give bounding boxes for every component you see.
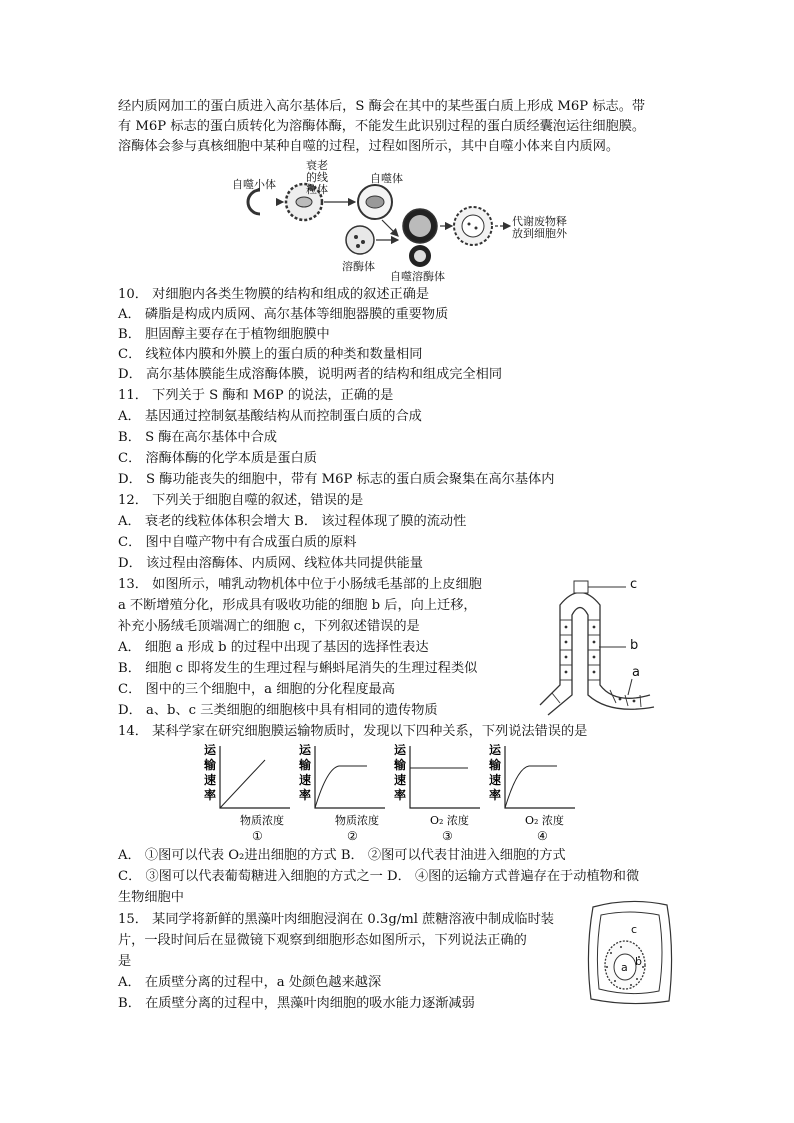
q12-option-c: C． 图中自噬产物中有合成蛋白质的原料 bbox=[118, 535, 357, 550]
graph-ylabel-char: 输 bbox=[204, 758, 217, 772]
q11-option-a: A． 基因通过控制氨基酸结构从而控制蛋白质的合成 bbox=[118, 409, 422, 424]
graph-curve bbox=[505, 766, 557, 808]
q10-stem: 10． 对细胞内各类生物膜的结构和组成的叙述正确是 bbox=[118, 287, 430, 302]
graph-number: ③ bbox=[442, 829, 453, 843]
q13-stem-3: 补充小肠绒毛顶端凋亡的细胞 c，下列叙述错误的是 bbox=[118, 619, 420, 634]
q15-option-b: B． 在质壁分离的过程中，黑藻叶肉细胞的吸水能力逐渐减弱 bbox=[118, 996, 475, 1011]
graph-axes bbox=[410, 746, 480, 808]
q10-option-b: B． 胆固醇主要存在于植物细胞膜中 bbox=[118, 327, 330, 342]
q15-stem-3: 是 bbox=[118, 954, 132, 969]
q15-stem-1: 15． 某同学将新鲜的黑藻叶肉细胞浸润在 0.3g/ml 蔗糖溶液中制成临时装 bbox=[118, 912, 554, 927]
plasmolysis-label-b: b bbox=[635, 955, 642, 968]
intro-line-1: 经内质网加工的蛋白质进入高尔基体后，S 酶会在其中的某些蛋白质上形成 M6P 标志。带 bbox=[118, 99, 646, 114]
graph-ylabel-char: 运 bbox=[394, 744, 407, 757]
intro-line-3: 溶酶体会参与真核细胞中某种自噬的过程，过程如图所示，其中自噬小体来自内质网。 bbox=[118, 139, 620, 154]
graph-axes bbox=[505, 746, 575, 808]
q12-option-ab: A． 衰老的线粒体体积会增大 B． 该过程体现了膜的流动性 bbox=[118, 514, 467, 529]
graph-ylabel-char: 运 bbox=[489, 744, 502, 757]
label-mito: 衰老的线粒体 bbox=[306, 159, 328, 196]
graph-xlabel: 物质浓度 bbox=[240, 814, 284, 827]
q11-stem: 11． 下列关于 S 酶和 M6P 的说法，正确的是 bbox=[118, 388, 394, 403]
lysosome-shape bbox=[346, 226, 374, 254]
plasmolysis-label-a: a bbox=[621, 961, 628, 974]
q13-option-a: A． 细胞 a 形成 b 的过程中出现了基因的选择性表达 bbox=[118, 640, 429, 655]
graph-1 bbox=[200, 744, 295, 844]
graph-curve bbox=[220, 760, 265, 808]
graph-ylabel-char: 率 bbox=[204, 788, 217, 802]
q13-option-c: C． 图中的三个细胞中，a 细胞的分化程度最高 bbox=[118, 682, 395, 697]
graph-curve bbox=[315, 766, 367, 808]
graph-axes bbox=[220, 746, 290, 808]
label-vesicle: 自噬小体 bbox=[232, 178, 276, 191]
q15-stem-2: 片，一段时间后在显微镜下观察到细胞形态如图所示，下列说法正确的 bbox=[118, 933, 527, 948]
graph-ylabel-char: 运 bbox=[299, 744, 312, 757]
q10-option-c: C． 线粒体内膜和外膜上的蛋白质的种类和数量相同 bbox=[118, 347, 423, 362]
plasmolysis-figure bbox=[585, 897, 675, 1007]
autophagy-figure bbox=[230, 158, 575, 283]
graph-ylabel-char: 率 bbox=[299, 788, 312, 802]
q14-option-d-cont: 生物细胞中 bbox=[118, 890, 184, 905]
graph-xlabel: 物质浓度 bbox=[335, 814, 379, 827]
plasmolysis-label-c: c bbox=[631, 923, 638, 936]
q13-stem-1: 13． 如图所示，哺乳动物机体中位于小肠绒毛基部的上皮细胞 bbox=[118, 577, 482, 592]
graph-ylabel-char: 速 bbox=[394, 773, 407, 787]
graph-number: ④ bbox=[537, 829, 548, 843]
transport-graphs bbox=[200, 744, 580, 844]
q12-option-d: D． 该过程由溶酶体、内质网、线粒体共同提供能量 bbox=[118, 556, 423, 571]
q13-stem-2: a 不断增殖分化，形成具有吸收功能的细胞 b 后，向上迁移， bbox=[118, 598, 477, 613]
q14-option-cd: C． ③图可以代表葡萄糖进入细胞的方式之一 D． ④图的运输方式普遍存在于动植物和微 bbox=[118, 869, 640, 884]
q13-option-b: B． 细胞 c 即将发生的生理过程与蝌蚪尾消失的生理过程类似 bbox=[118, 661, 478, 676]
label-lysosome: 溶酶体 bbox=[342, 260, 375, 273]
q11-option-c: C． 溶酶体酶的化学本质是蛋白质 bbox=[118, 451, 317, 466]
intro-line-2: 有 M6P 标志的蛋白质转化为溶酶体酶，不能发生此识别过程的蛋白质经囊泡运往细胞膜。 bbox=[118, 119, 646, 134]
villus-label-b: b bbox=[630, 638, 639, 653]
graph-ylabel-char: 速 bbox=[299, 773, 312, 787]
villus-figure bbox=[520, 575, 670, 725]
graph-2 bbox=[295, 744, 390, 844]
label-autophagosome: 自噬体 bbox=[370, 172, 403, 185]
graph-ylabel-char: 速 bbox=[204, 773, 217, 787]
graph-number: ② bbox=[347, 829, 358, 843]
label-release: 代谢废物释放到细胞外 bbox=[512, 215, 567, 240]
q13-option-d: D． a、b、c 三类细胞的细胞核中具有相同的遗传物质 bbox=[118, 703, 438, 718]
graph-number: ① bbox=[252, 829, 263, 843]
graph-ylabel-char: 速 bbox=[489, 773, 502, 787]
q10-option-d: D． 高尔基体膜能生成溶酶体膜，说明两者的结构和组成完全相同 bbox=[118, 367, 503, 382]
q11-option-d: D． S 酶功能丧失的细胞中，带有 M6P 标志的蛋白质会聚集在高尔基体内 bbox=[118, 472, 555, 487]
graph-ylabel-char: 输 bbox=[489, 758, 502, 772]
graph-xlabel: O₂ 浓度 bbox=[430, 814, 469, 827]
graph-ylabel-char: 运 bbox=[204, 744, 217, 757]
q14-option-ab: A． ①图可以代表 O₂进出细胞的方式 B． ②图可以代表甘油进入细胞的方式 bbox=[118, 848, 566, 863]
label-autolysosome: 自噬溶酶体 bbox=[390, 270, 445, 283]
graph-ylabel-char: 输 bbox=[394, 758, 407, 772]
q12-stem: 12． 下列关于细胞自噬的叙述，错误的是 bbox=[118, 493, 364, 508]
graph-ylabel-char: 输 bbox=[299, 758, 312, 772]
graph-4 bbox=[485, 744, 580, 844]
villus-label-c: c bbox=[630, 577, 638, 592]
graph-xlabel: O₂ 浓度 bbox=[525, 814, 564, 827]
graph-ylabel-char: 率 bbox=[489, 788, 502, 802]
q11-option-b: B． S 酶在高尔基体中合成 bbox=[118, 430, 277, 445]
q15-option-a: A． 在质壁分离的过程中，a 处颜色越来越深 bbox=[118, 975, 382, 990]
q10-option-a: A． 磷脂是构成内质网、高尔基体等细胞器膜的重要物质 bbox=[118, 307, 449, 322]
vesicle-shape bbox=[248, 190, 260, 214]
graph-3 bbox=[390, 744, 485, 844]
graph-axes bbox=[315, 746, 385, 808]
q14-stem: 14． 某科学家在研究细胞膜运输物质时，发现以下四种关系，下列说法错误的是 bbox=[118, 724, 588, 739]
villus-label-a: a bbox=[632, 665, 640, 680]
graph-ylabel-char: 率 bbox=[394, 788, 407, 802]
